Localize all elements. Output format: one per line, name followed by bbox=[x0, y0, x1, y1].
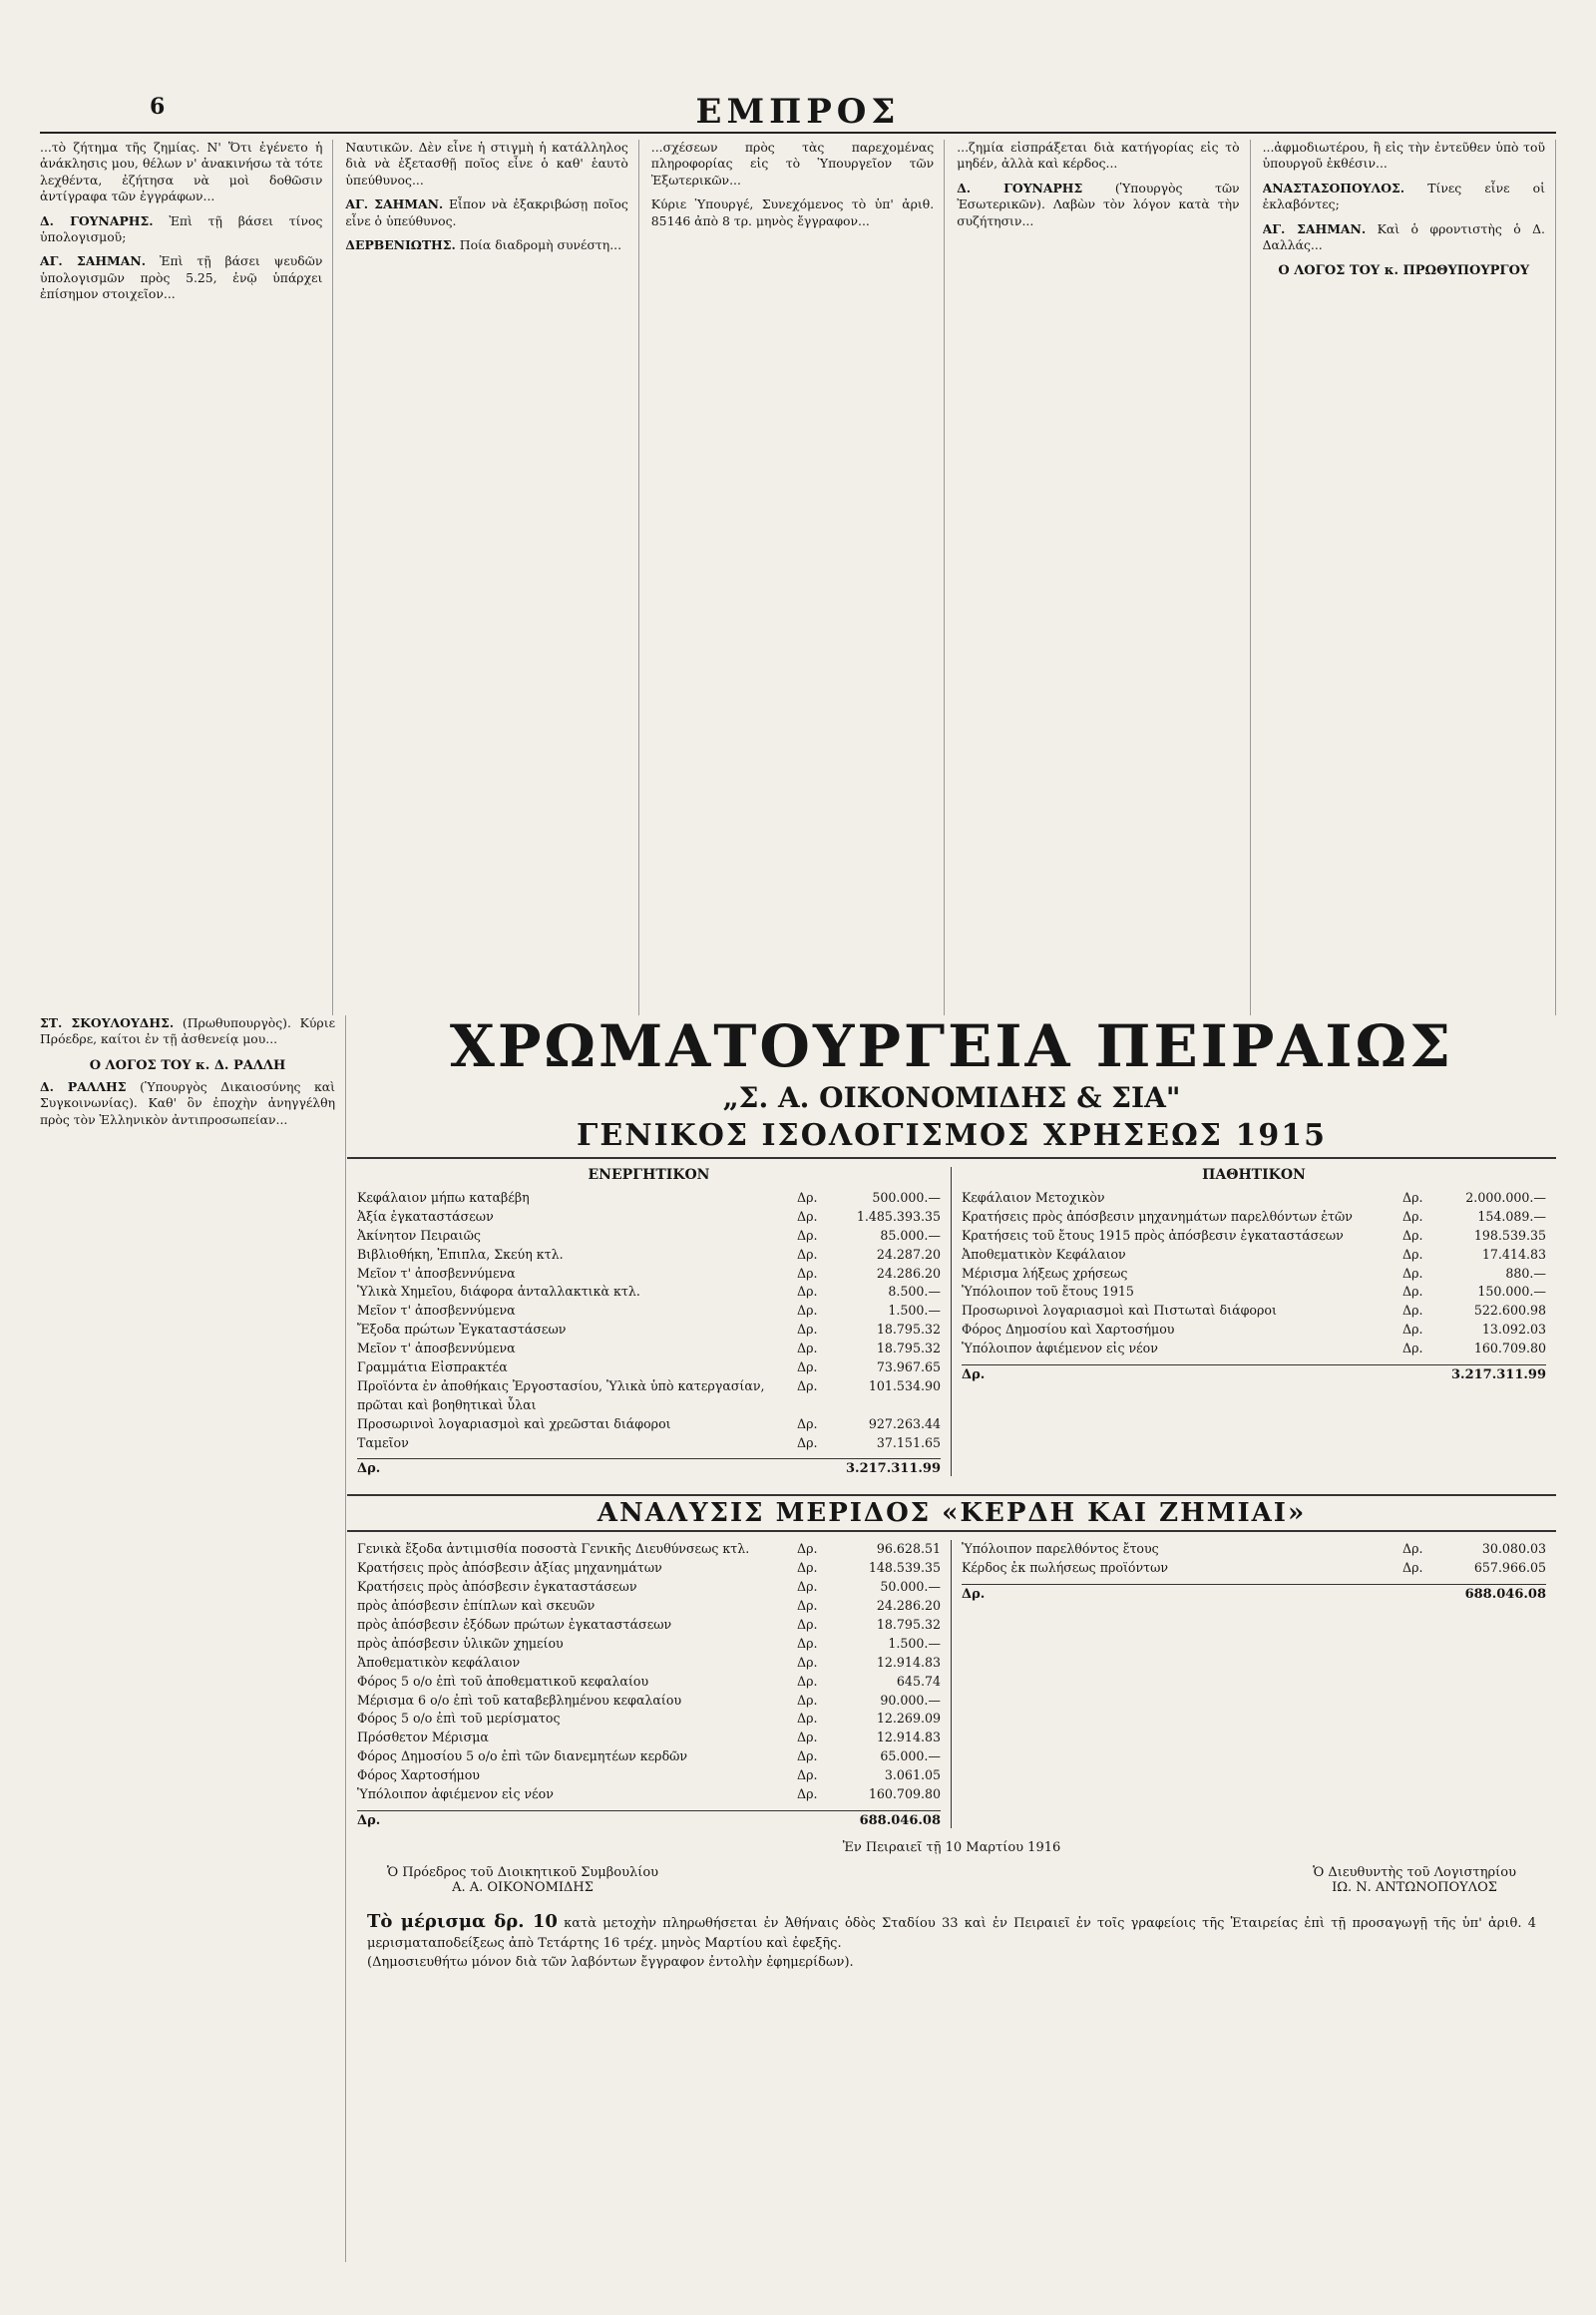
section-heading: Ο ΛΟΓΟΣ ΤΟΥ κ. Δ. ΡΑΛΛΗ bbox=[89, 1057, 286, 1073]
money-row: Κεφάλαιον μήπω καταβέβη Δρ. 500.000.— bbox=[357, 1190, 941, 1205]
column-1 bbox=[40, 140, 333, 1015]
money-row: Μέρισμα 6 ο/ο ἐπὶ τοῦ καταβεβλημένου κεφαλαίου Δρ. 90.000.— bbox=[357, 1692, 941, 1708]
page-header bbox=[40, 92, 1556, 134]
money-row: Κρατήσεις πρὸς ἀπόσβεσιν ἀξίας μηχανημάτων Δρ. 148.539.35 bbox=[357, 1560, 941, 1576]
paragraph: ΔΕΡΒΕΝΙΩΤΗΣ. Ποία διαδρομὴ συνέστη... bbox=[345, 236, 622, 252]
money-row: Ὑπόλοιπον τοῦ ἔτους 1915 Δρ. 150.000.— bbox=[962, 1284, 1546, 1300]
assets-heading: ΕΝΕΡΓΗΤΙΚΟΝ bbox=[588, 1167, 710, 1183]
liabilities-total: 3.217.311.99 bbox=[1451, 1367, 1546, 1383]
money-row: Ὑπόλοιπον παρελθόντος ἔτους Δρ. 30.080.03 bbox=[962, 1541, 1546, 1557]
money-row: Ἀκίνητον Πειραιῶς Δρ. 85.000.— bbox=[357, 1227, 941, 1243]
paragraph: ...σχέσεων πρὸς τὰς παρεχομένας πληροφορίας εἰς τὸ Ὑπουργεῖον τῶν Ἐξωτερικῶν... bbox=[650, 140, 935, 188]
money-row: Γενικὰ ἔξοδα ἀντιμισθία ποσοστὰ Γενικῆς Διευθύνσεως κτλ. Δρ. 96.628.51 bbox=[357, 1541, 941, 1557]
money-row: πρὸς ἀπόσβεσιν ἐξόδων πρώτων ἐγκαταστάσεων Δρ. 18.795.32 bbox=[357, 1617, 941, 1633]
balance-sheet bbox=[347, 1167, 1556, 1476]
money-row: Γραμμάτια Εἰσπρακτέα Δρ. 73.967.65 bbox=[357, 1359, 941, 1375]
money-row: Προσωρινοὶ λογαριασμοὶ καὶ Πιστωταὶ διάφοροι Δρ. 522.600.98 bbox=[962, 1303, 1546, 1319]
money-row: Ὑλικὰ Χημεῖου, διάφορα ἀνταλλακτικὰ κτλ. Δρ. 8.500.— bbox=[357, 1284, 941, 1300]
money-row: Ἔξοδα πρώτων Ἐγκαταστάσεων Δρ. 18.795.32 bbox=[357, 1322, 941, 1338]
money-row: Πρόσθετον Μέρισμα Δρ. 12.914.83 bbox=[357, 1730, 941, 1745]
money-row: Κρατήσεις πρὸς ἀπόσβεσιν ἐγκαταστάσεων Δρ. 50.000.— bbox=[357, 1579, 941, 1595]
money-row: Ἀποθεματικὸν κεφάλαιον Δρ. 12.914.83 bbox=[357, 1654, 941, 1670]
column-4 bbox=[957, 140, 1250, 1015]
money-row: Φόρος 5 ο/ο ἐπὶ τοῦ μερίσματος Δρ. 12.269.09 bbox=[357, 1711, 941, 1727]
money-row: Φόρος Δημοσίου 5 ο/ο ἐπὶ τῶν διανεμητέων κερδῶν Δρ. 65.000.— bbox=[357, 1748, 941, 1764]
ad-subtitle: ΓΕΝΙΚΟΣ ΙΣΟΛΟΓΙΣΜΟΣ ΧΡΗΣΕΩΣ 1915 bbox=[347, 1118, 1556, 1159]
paragraph: ΑΓ. ΣΑΗΜΑΝ. Εἶπον νὰ ἐξακριβώσῃ ποῖος εἶνε ὁ ὑπεύθυνος. bbox=[345, 196, 628, 228]
money-row: Βιβλιοθήκη, Ἐπιπλα, Σκεύη κτλ. Δρ. 24.287.20 bbox=[357, 1246, 941, 1262]
money-row: πρὸς ἀπόσβεσιν ἐπίπλων καὶ σκευῶν Δρ. 24.286.20 bbox=[357, 1598, 941, 1614]
money-row: Κέρδος ἐκ πωλήσεως προϊόντων Δρ. 657.966.05 bbox=[962, 1560, 1546, 1576]
ad-company: „Σ. Α. ΟΙΚΟΝΟΜΙΔΗΣ & ΣΙΑ" bbox=[722, 1081, 1181, 1114]
money-row: Κεφάλαιον Μετοχικὸν Δρ. 2.000.000.— bbox=[962, 1190, 1546, 1205]
paragraph: ΑΓ. ΣΑΗΜΑΝ. Ἐπὶ τῇ βάσει ψευδῶν ὑπολογισμῶν πρὸς 5.25, ἐνῷ ὑπάρχει ἐπίσημον στοιχεῖον... bbox=[40, 253, 323, 301]
signatures bbox=[347, 1865, 1556, 1895]
dividend-notice: Τὸ μέρισμα δρ. 10 κατὰ μετοχὴν πληρωθήσεται ἐν Ἀθήναις ὁδὸς Σταδίου 33 καὶ ἐν Πειραιεῖ ἐν τοῖς γραφείοις τῆς Ἑταιρείας ἐπὶ τῇ προσαγωγῇ τῆς ὑπ' ἀριθ. 4 μερισματαποδείξεως ἀπὸ Τετάρτης 16 τρέχ. μηνὸς Μαρτίου καὶ ἐφεξῆς. (Δημοσιευθήτω μόνον διὰ τῶν λαβόντων ἔγγραφον ἐντολὴν ἐφημερίδων). bbox=[367, 1910, 1536, 1970]
paragraph: ...ζημία εἰσπράξεται διὰ κατήγορίας εἰς τὸ μηδέν, ἀλλὰ καὶ κέρδος... bbox=[957, 140, 1240, 172]
liabilities-heading: ΠΑΘΗΤΙΚΟΝ bbox=[1202, 1167, 1306, 1183]
column-6 bbox=[40, 1015, 346, 2262]
debate-columns bbox=[40, 140, 1556, 1015]
pl-credit-side bbox=[952, 1540, 1556, 1827]
signature-accountant: Ὁ Διευθυντὴς τοῦ Λογιστηρίου ΙΩ. Ν. ΑΝΤΩΝΟΠΟΥΛΟΣ bbox=[1313, 1864, 1516, 1895]
balance-sheet-advertisement bbox=[347, 1017, 1556, 2264]
money-row: πρὸς ἀπόσβεσιν ὑλικῶν χημείου Δρ. 1.500.— bbox=[357, 1635, 941, 1651]
paragraph: Δ. ΡΑΛΛΗΣ (Ὑπουργὸς Δικαιοσύνης καὶ Συγκοινωνίας). Καθ' ὃν ἐποχὴν ἀνηγγέλθη πρὸς τὸν Ἑλληνικὸν ἀντιπροσωπείαν... bbox=[40, 1078, 335, 1127]
date-line: Ἐν Πειραιεῖ τῇ 10 Μαρτίου 1916 bbox=[842, 1839, 1061, 1855]
money-row: Προϊόντα ἐν ἀποθήκαις Ἐργοστασίου, Ὑλικὰ ὑπὸ κατεργασίαν, πρῶται καὶ βοηθητικαὶ ὗλαι Δρ. 101.534.90 bbox=[357, 1377, 941, 1412]
paragraph: Ναυτικῶν. Δὲν εἶνε ἡ στιγμὴ ἡ κατάλληλος διὰ νὰ ἐξετασθῇ ποῖος εἶνε ὁ καθ' ἑαυτὸ ὑπεύθυνος... bbox=[345, 140, 628, 188]
assets-total: 3.217.311.99 bbox=[846, 1461, 941, 1477]
liabilities-total-row: Δρ. 3.217.311.99 bbox=[962, 1364, 1546, 1382]
money-row: Κρατήσεις τοῦ ἔτους 1915 πρὸς ἀπόσβεσιν ἐγκαταστάσεων Δρ. 198.539.35 bbox=[962, 1227, 1546, 1243]
money-row: Φόρος 5 ο/ο ἐπὶ τοῦ ἀποθεματικοῦ κεφαλαίου Δρ. 645.74 bbox=[357, 1673, 941, 1689]
ad-title: ΧΡΩΜΑΤΟΥΡΓΕΙΑ ΠΕΙΡΑΙΩΣ bbox=[449, 1017, 1454, 1080]
pl-credit-total: 688.046.08 bbox=[1464, 1587, 1546, 1603]
paragraph: ...ἀφμοδιωτέρου, ἢ εἰς τὴν ἐντεῦθεν ὑπὸ τοῦ ὑπουργοῦ ἐκθέσιν... bbox=[1262, 140, 1545, 172]
money-row: Ὑπόλοιπον ἀφιέμενον εἰς νέον Δρ. 160.709.80 bbox=[962, 1341, 1546, 1356]
money-row: Φόρος Δημοσίου καὶ Χαρτοσήμου Δρ. 13.092.03 bbox=[962, 1322, 1546, 1338]
pl-debit-total-row: Δρ. 688.046.08 bbox=[357, 1810, 941, 1828]
column-3 bbox=[651, 140, 945, 1015]
page-number: 6 bbox=[150, 94, 166, 120]
paragraph: Δ. ΓΟΥΝΑΡΗΣ. Ἐπὶ τῇ βάσει τίνος ὑπολογισμοῦ; bbox=[40, 212, 323, 244]
pl-debit-total: 688.046.08 bbox=[859, 1812, 941, 1828]
money-row: Ἀποθεματικὸν Κεφάλαιον Δρ. 17.414.83 bbox=[962, 1246, 1546, 1262]
pl-credit-total-row: Δρ. 688.046.08 bbox=[962, 1584, 1546, 1602]
assets-total-row: Δρ. 3.217.311.99 bbox=[357, 1458, 941, 1476]
money-row: Μεῖον τ' ἀποσβεννύμενα Δρ. 24.286.20 bbox=[357, 1265, 941, 1281]
paragraph: ΑΓ. ΣΑΗΜΑΝ. Καὶ ὁ φροντιστὴς ὁ Δ. Δαλλάς... bbox=[1262, 220, 1545, 252]
profit-loss-table bbox=[347, 1540, 1556, 1827]
money-row: Μεῖον τ' ἀποσβεννύμενα Δρ. 1.500.— bbox=[357, 1303, 941, 1319]
assets-side bbox=[347, 1167, 952, 1476]
masthead: ΕΜΠΡΟΣ bbox=[695, 92, 901, 132]
money-row: Κρατήσεις πρὸς ἀπόσβεσιν μηχανημάτων παρελθόντων ἐτῶν Δρ. 154.089.— bbox=[962, 1208, 1546, 1224]
paragraph: ΑΝΑΣΤΑΣΟΠΟΥΛΟΣ. Τίνες εἶνε οἱ ἐκλαβόντες; bbox=[1262, 180, 1545, 212]
paragraph: Κύριε Ὑπουργέ, Συνεχόμενος τὸ ὑπ' ἀριθ. 85146 ἀπὸ 8 τρ. μηνὸς ἔγγραφον... bbox=[650, 196, 935, 228]
paragraph: Δ. ΓΟΥΝΑΡΗΣ (Ὑπουργὸς τῶν Ἐσωτερικῶν). Λαβὼν τὸν λόγον κατὰ τὴν συζήτησιν... bbox=[957, 180, 1240, 228]
section-heading: Ο ΛΟΓΟΣ ΤΟΥ κ. ΠΡΩΘΥΠΟΥΡΓΟΥ bbox=[1278, 263, 1530, 279]
paragraph: ΣΤ. ΣΚΟΥΛΟΥΔΗΣ. (Πρωθυπουργὸς). Κύριε Πρόεδρε, καίτοι ἐν τῇ ἀσθενείᾳ μου... bbox=[40, 1015, 335, 1047]
money-row: Ὑπόλοιπον ἀφιέμενον εἰς νέον Δρ. 160.709.80 bbox=[357, 1786, 941, 1802]
paragraph: ...τὸ ζήτημα τῆς ζημίας. Ν' Ὅτι ἐγένετο ἡ ἀνάκλησις μου, θέλων ν' ἀνακινήσω τὰ τότε λεχθέντα, ἐζήτησα νὰ μοὶ δοθῶσιν ἀντίγραφα τῶν ἐγγράφων... bbox=[40, 140, 323, 204]
pl-debit-side bbox=[347, 1540, 952, 1827]
column-2 bbox=[345, 140, 638, 1015]
signature-president: Ὁ Πρόεδρος τοῦ Διοικητικοῦ Συμβουλίου Α. Α. ΟΙΚΟΝΟΜΙΔΗΣ bbox=[387, 1864, 659, 1895]
money-row: Ταμεῖον Δρ. 37.151.65 bbox=[357, 1434, 941, 1450]
money-row: Ἀξία ἐγκαταστάσεων Δρ. 1.485.393.35 bbox=[357, 1208, 941, 1224]
money-row: Προσωρινοὶ λογαριασμοὶ καὶ χρεῶσται διάφοροι Δρ. 927.263.44 bbox=[357, 1415, 941, 1431]
money-row: Μεῖον τ' ἀποσβεννύμενα Δρ. 18.795.32 bbox=[357, 1341, 941, 1356]
liabilities-side bbox=[952, 1167, 1556, 1476]
profit-loss-title: ΑΝΑΛΥΣΙΣ ΜΕΡΙΔΟΣ «ΚΕΡΔΗ ΚΑΙ ΖΗΜΙΑΙ» bbox=[347, 1494, 1556, 1532]
column-5 bbox=[1263, 140, 1556, 1015]
money-row: Φόρος Χαρτοσήμου Δρ. 3.061.05 bbox=[357, 1767, 941, 1783]
money-row: Μέρισμα λήξεως χρήσεως Δρ. 880.— bbox=[962, 1265, 1546, 1281]
